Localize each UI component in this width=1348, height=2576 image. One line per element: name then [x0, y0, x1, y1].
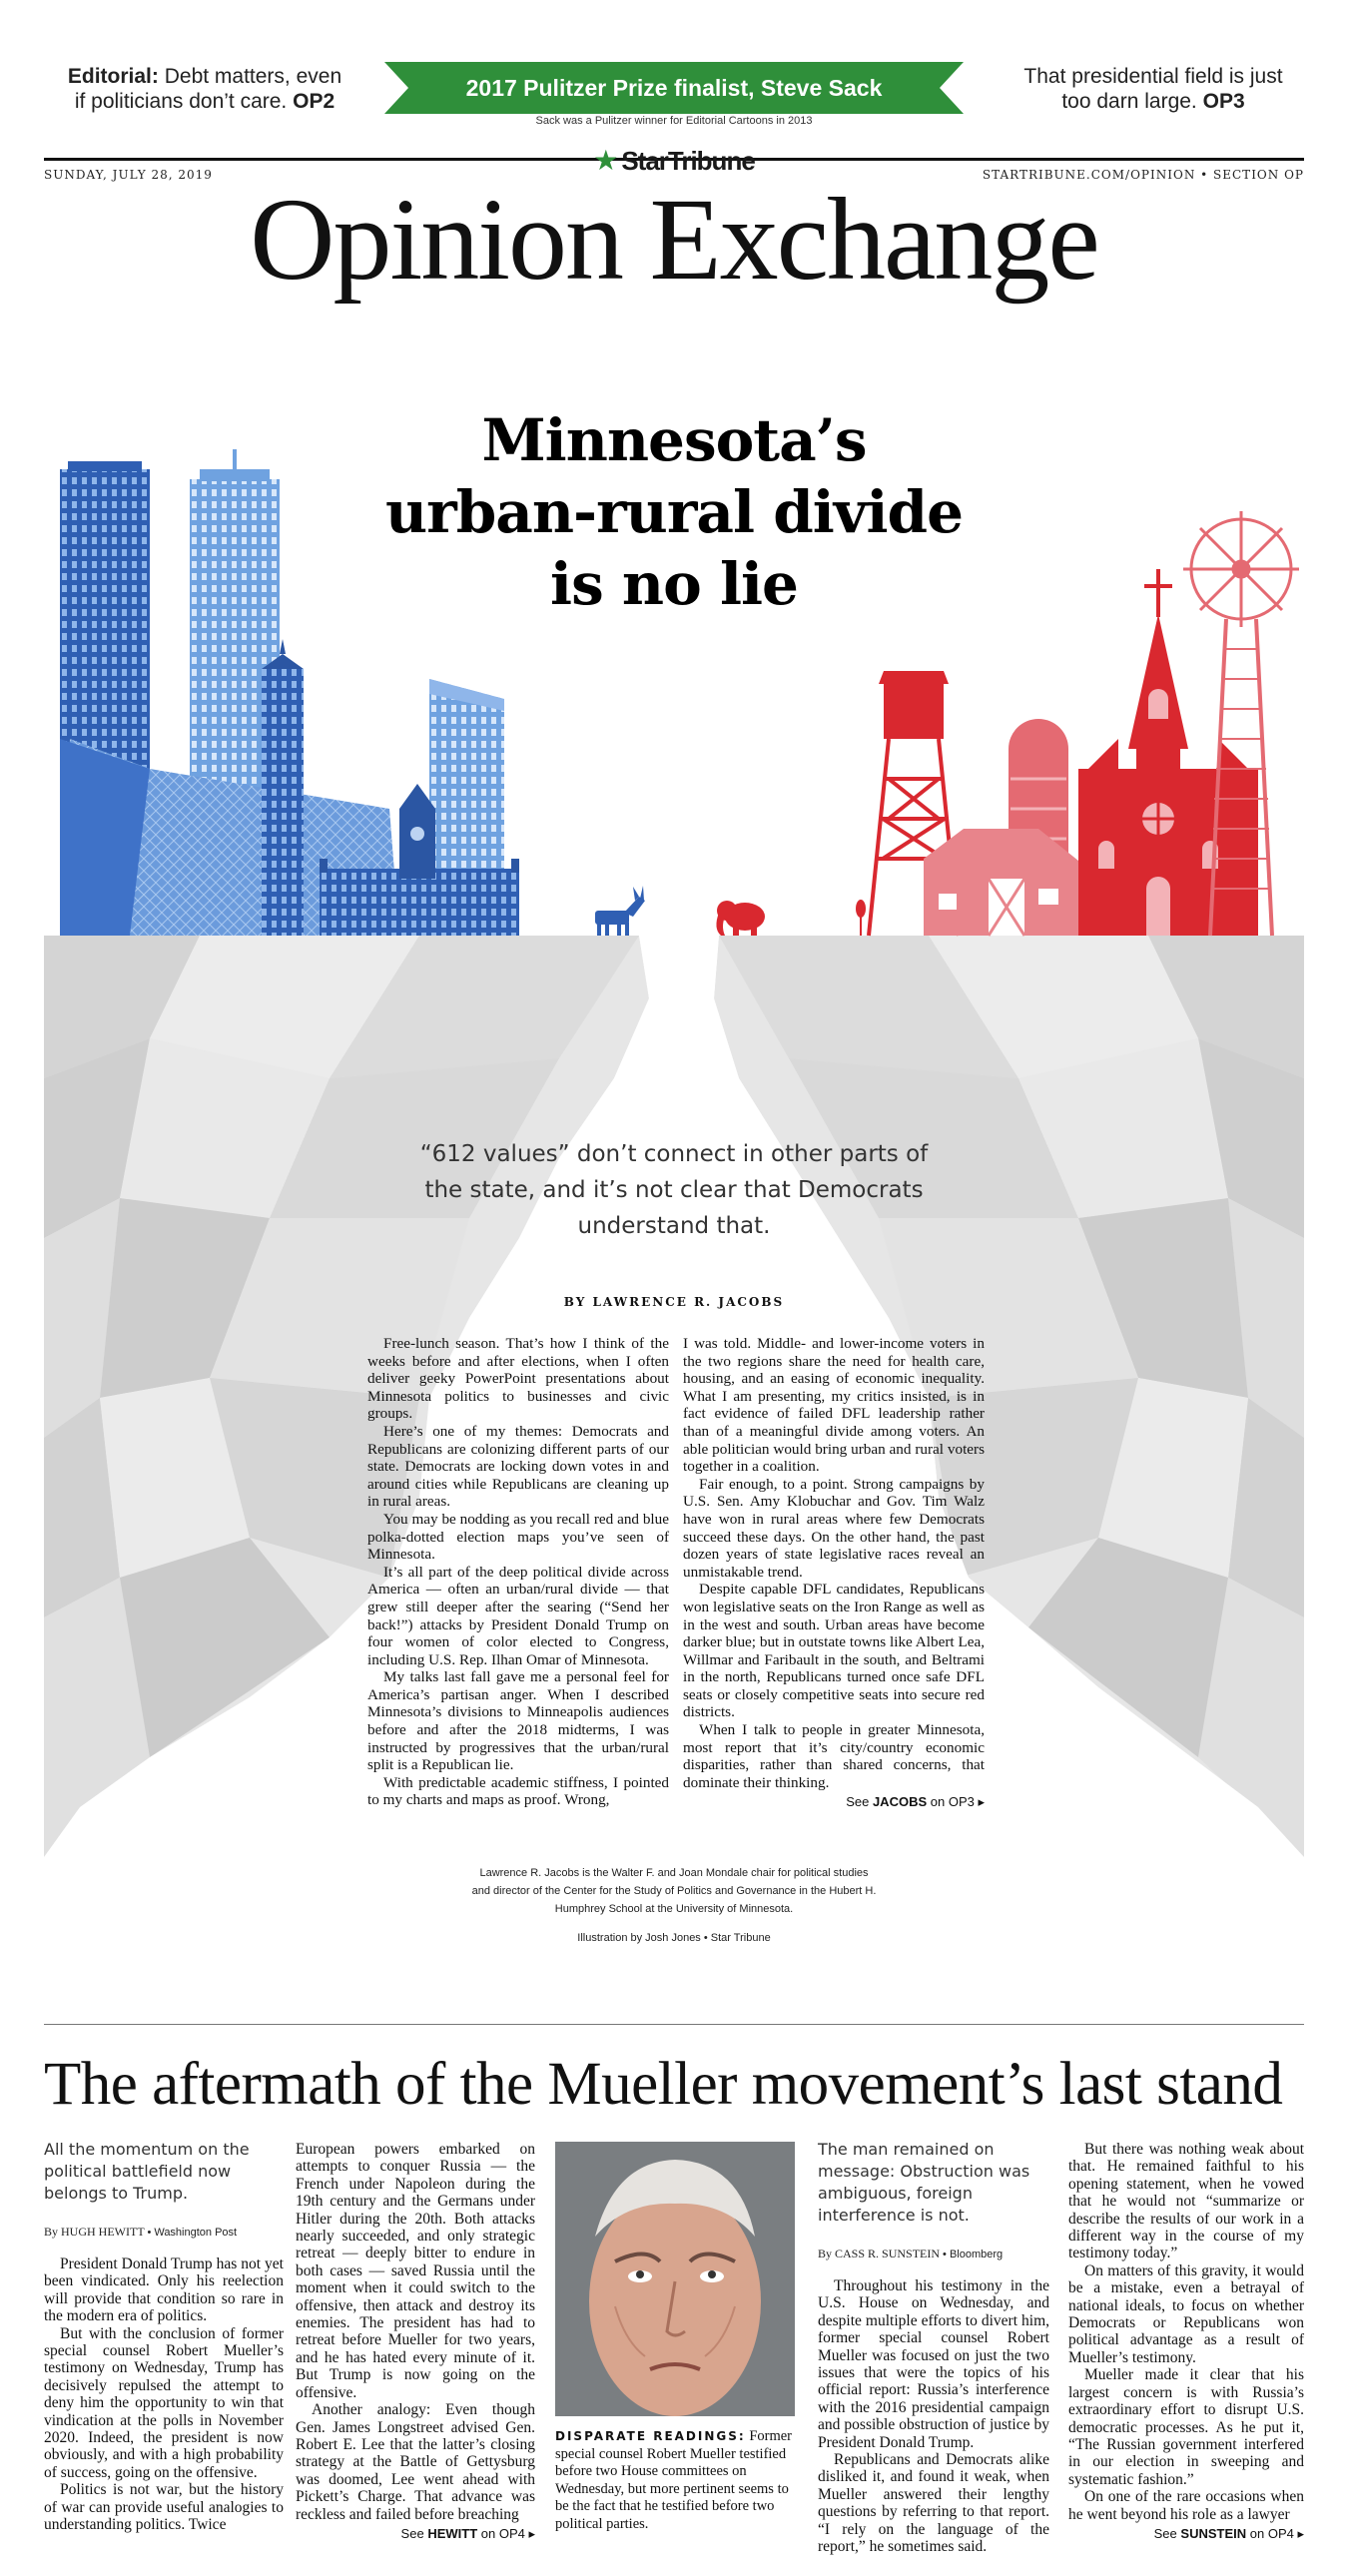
jump-prefix: See — [1153, 2525, 1177, 2541]
feature-column-1 — [367, 1335, 669, 1809]
editorial-teaser-page: OP2 — [293, 90, 336, 113]
hewitt-column-2 — [296, 2141, 535, 2542]
paragraph: On one of the rare occasions when he went beyond his role as a lawyer — [1068, 2488, 1304, 2523]
feature-byline: BY LAWRENCE R. JACOBS — [563, 1295, 785, 1309]
hewitt-body-1 — [44, 2255, 284, 2534]
sunstein-author: By CASS R. SUNSTEIN — [818, 2247, 941, 2260]
pulitzer-ribbon-subtext: Sack was a Pulitzer winner for Editorial Cartoons in 2013 — [535, 115, 813, 127]
sunstein-column-2 — [1068, 2141, 1304, 2542]
feature-headline — [359, 404, 989, 620]
masthead-title: Opinion Exchange — [250, 174, 1098, 305]
sunstein-source: • Bloomberg — [943, 2249, 1004, 2260]
paragraph: Politics is not war, but the history of war can provide useful analogies to understanding politics. Twice — [44, 2481, 284, 2534]
presidential-teaser[interactable] — [1018, 64, 1288, 114]
jump-suffix: on OP4 ▸ — [1249, 2525, 1304, 2541]
presidential-teaser-page: OP3 — [1202, 90, 1245, 113]
startribune-logo[interactable] — [574, 144, 774, 178]
paragraph: It’s all part of the deep political divide across America — often an urban/rural divide — that grew still deeper after the searing (“Send her back!”) attacks by President Donald Trump on four women of color elected to Congress, including U.S. Rep. Ilhan Omar of Minnesota. — [367, 1563, 669, 1668]
hewitt-source: • Washington Post — [147, 2227, 238, 2239]
logo-text: StarTribune — [621, 145, 755, 176]
star-icon: ★ — [593, 144, 619, 177]
section-divider — [44, 2024, 1304, 2025]
elephant-icon — [716, 901, 765, 936]
paragraph: Despite capable DFL candidates, Republicans won legislative seats on the Iron Range as well as in the west and south. Urban areas have become darker blue; but in outstate towns like Albert Lea, Willmar and Faribault in the south, and Beltrami in the north, Republicans turned once safe DFL seats or closely competitive seats into secure red districts. — [683, 1581, 985, 1721]
paragraph: Free-lunch season. That’s how I think of the weeks before and after elections, when I often deliver geeky PowerPoint presentations about Minnesota politics to businesses and civic groups. — [367, 1335, 669, 1423]
editorial-teaser-label: Editorial: — [67, 65, 159, 88]
sunstein-column-1 — [818, 2139, 1049, 2556]
paragraph: My talks last fall gave me a personal feel for America’s partisan anger. When I described Minnesota’s divisions to Minneapolis audiences before and after the 2018 midterms, I was instructed by progressives that the urban/rural split is a Republican lie. — [367, 1668, 669, 1774]
headline-line-2: urban-rural divide — [385, 478, 963, 546]
hewitt-jump-link[interactable] — [296, 2525, 535, 2542]
feature-column-2 — [683, 1335, 985, 1811]
sunstein-jump-link[interactable] — [1068, 2525, 1304, 2542]
hewitt-byline — [44, 2225, 284, 2240]
author-bio: Lawrence R. Jacobs is the Walter F. and Joan Mondale chair for political studies and director of the Center for the Study of Politics and Governance in the Hubert H. Humphrey School at the University of Minnesota. — [471, 1867, 877, 1915]
section-info: STARTRIBUNE.COM/OPINION • SECTION OP — [982, 168, 1304, 182]
jump-prefix: See — [846, 1794, 870, 1810]
illustration-credit: Illustration by Josh Jones • Star Tribune — [577, 1932, 771, 1944]
caption-text: Former special counsel Robert Mueller testified before two House committees on Wednesday, but more pertinent seems to be the fact that he testified before two political parties. — [555, 2428, 793, 2532]
hewitt-author: By HUGH HEWITT — [44, 2225, 145, 2239]
jump-name: JACOBS — [872, 1794, 928, 1810]
sunstein-byline — [818, 2247, 1049, 2261]
jacobs-jump-link[interactable] — [683, 1793, 985, 1811]
jump-prefix: See — [400, 2525, 424, 2541]
issue-date: SUNDAY, JULY 28, 2019 — [44, 168, 213, 182]
paragraph: Here’s one of my themes: Democrats and Republicans are colonizing different parts of our state. Democrats are locking down votes in and around cities while Republicans are cleaning up in rural areas. — [367, 1422, 669, 1511]
paragraph: When I talk to people in greater Minnesota, most report that it’s city/country economic disparities, rather than shared concerns, that dominate their thinking. — [683, 1721, 985, 1791]
jump-suffix: on OP4 ▸ — [480, 2525, 535, 2541]
paragraph: But there was nothing weak about that. He remained faithful to his opening statement, when he vowed that he would not “summarize or describe the results of our work in a different way in the course of my testimony today.” — [1068, 2141, 1304, 2262]
mueller-headline: The aftermath of the Mueller movement’s last stand — [44, 2051, 1283, 2118]
caption-label: DISPARATE READINGS: — [555, 2429, 746, 2443]
editorial-teaser[interactable] — [60, 64, 349, 114]
photo-caption — [555, 2428, 795, 2533]
sunstein-deck: The man remained on message: Obstruction was ambiguous, foreign interference is not. — [818, 2140, 1030, 2225]
sunstein-body-1 — [818, 2277, 1049, 2556]
jump-name: HEWITT — [427, 2525, 478, 2541]
paragraph: European powers embarked on attempts to conquer Russia — the French under Napoleon during the 19th century and the Germans under Hitler during the 20th. Both attacks nearly succeeded, and only strategic retreat — deeply bitter to endure in both cases — saved Russia until the moment when it could switch to the offensive, then attack and destroy its enemies. The president has had to retreat before Mueller for two years, and he has hated every minute of it. But Trump is now going on the offensive. — [296, 2141, 535, 2401]
jump-suffix: on OP3 ▸ — [930, 1794, 985, 1810]
paragraph: Mueller made it clear that his largest concern is with Russia’s extraordinary effort to disrupt U.S. democratic processes. As he put it, “The Russian government interfered in our election in sweeping and systematic fashion.” — [1068, 2366, 1304, 2488]
paragraph: On matters of this gravity, it would be a mistake, even a betrayal of national ideals, to focus on whether Democrats or Republicans won political advantage as a result of Mueller’s testimony. — [1068, 2261, 1304, 2366]
paragraph: Throughout his testimony in the U.S. House on Wednesday, and despite multiple efforts to divert him, former special counsel Robert Mueller was focused on just the two issues that were the topics of his official report: Russia’s interference with the 2016 presidential campaign and possible obstruction of justice by President Donald Trump. — [818, 2277, 1049, 2451]
hewitt-deck: All the momentum on the political battlefield now belongs to Trump. — [44, 2140, 250, 2203]
paragraph: You may be nodding as you recall red and blue polka-dotted election maps you’ve seen of Minnesota. — [367, 1510, 669, 1564]
paragraph: Another analogy: Even though Gen. James Longstreet advised Gen. Robert E. Lee that the latter’s closing strategy at the Battle of Gettysburg was doomed, Lee went ahead with Pickett’s Charge. That advance was reckless and failed before breaching — [296, 2401, 535, 2523]
paragraph: Fair enough, to a point. Strong campaigns by U.S. Sen. Amy Klobuchar and Gov. Tim Walz have won in rural areas where few Democrats succeed these days. On the other hand, the past dozen years of state legislative races reveal an unmistakable trend. — [683, 1475, 985, 1581]
pull-quote: “612 values” don’t connect in other parts of the state, and it’s not clear that Democrats understand that. — [419, 1141, 929, 1239]
donkey-icon — [595, 886, 645, 936]
paragraph: But with the conclusion of former special counsel Robert Mueller’s testimony on Wednesday, Trump has decisively repulsed the attempt to deny him the opportunity to win that vindication at the polls in November 2020. Indeed, the president is now obviously, and with a high probability of success, going on the offensive. — [44, 2324, 284, 2481]
paragraph: Republicans and Democrats alike disliked it, and found it weak, when Mueller answered their lengthy questions by referring to that report. “I rely on the language of the report,” he sometimes said. — [818, 2451, 1049, 2556]
mueller-photo — [555, 2142, 795, 2416]
paragraph: I was told. Middle- and lower-income voters in the two regions share the need for health care, housing, and an easing of economic inequality. What I am presenting, my critics insisted, is in fact evidence of failed DFL leadership rather than of a meaningful divide among voters. An able politician would bring urban and rural voters together in a coalition. — [683, 1335, 985, 1476]
editorial-teaser-text: Debt matters, even if politicians don’t care. — [74, 65, 342, 113]
paragraph: With predictable academic stiffness, I pointed to my charts and maps as proof. Wrong, — [367, 1773, 669, 1809]
paragraph: President Donald Trump has not yet been vindicated. Only his reelection will provide that condition so rare in the modern era of politics. — [44, 2255, 284, 2325]
pulitzer-ribbon-text: 2017 Pulitzer Prize finalist, Steve Sack — [465, 75, 883, 101]
headline-line-3: is no lie — [550, 550, 798, 618]
hewitt-column-1 — [44, 2139, 284, 2534]
presidential-teaser-text: That presidential field is just too darn large. — [1023, 65, 1283, 113]
headline-line-1: Minnesota’s — [481, 406, 867, 474]
jump-name: SUNSTEIN — [1180, 2525, 1247, 2541]
